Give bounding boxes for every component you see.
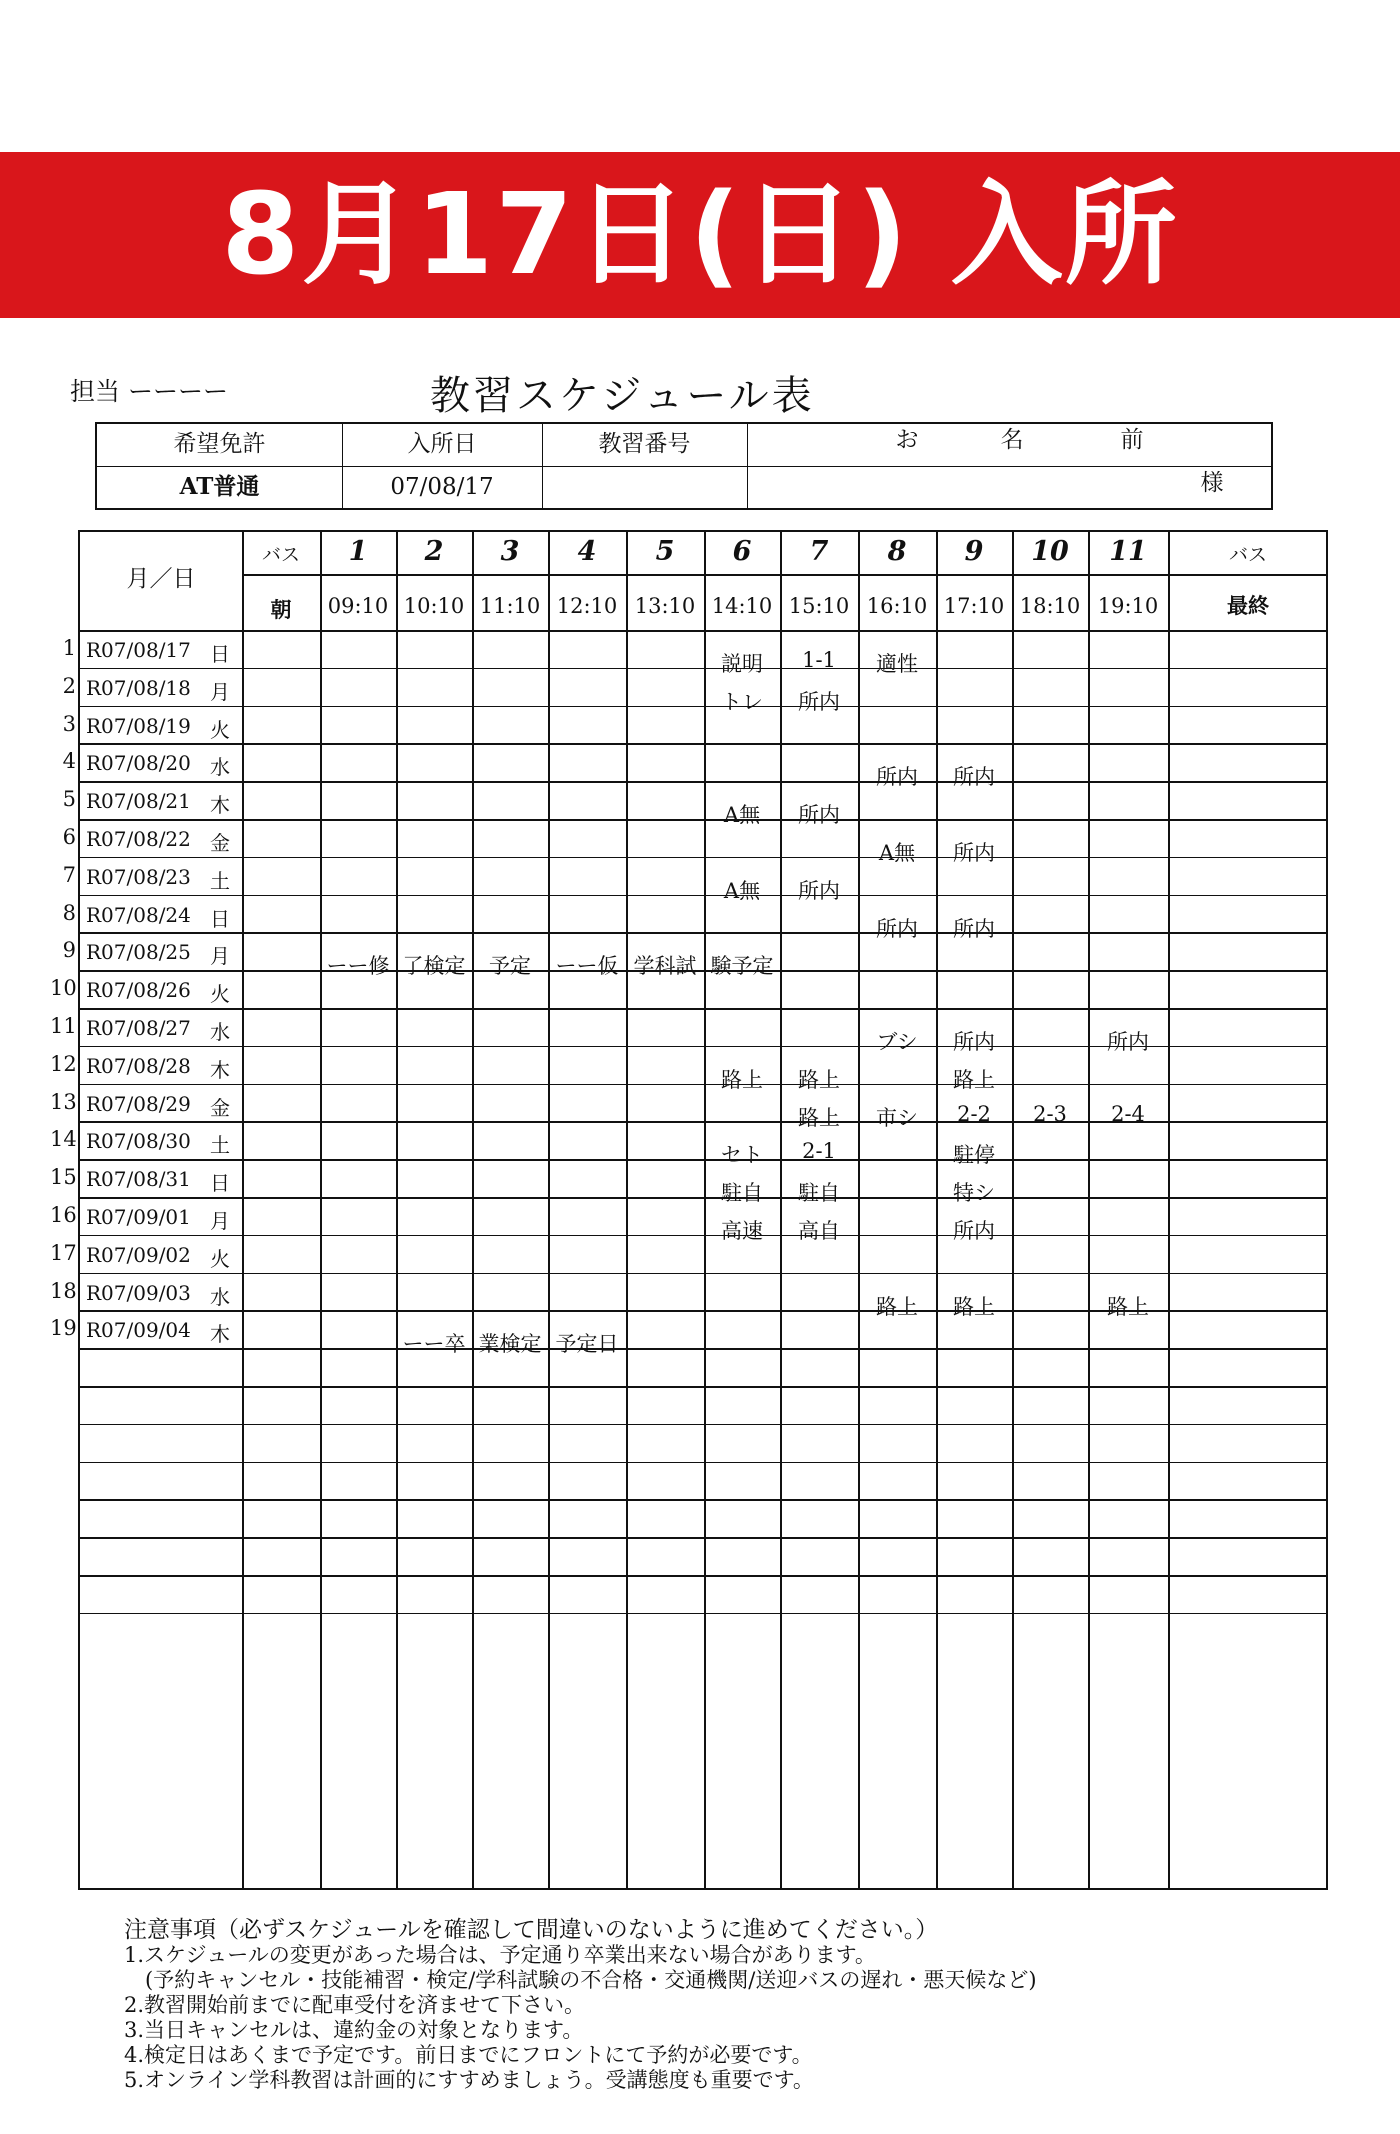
schedule-entry: 所内 <box>798 803 840 828</box>
row-weekday: 火 <box>210 1246 230 1271</box>
period-number: 6 <box>732 536 752 567</box>
row-weekday: 金 <box>210 1095 230 1120</box>
schedule-entry: 所内 <box>876 765 918 790</box>
bus-header-last: バス <box>1228 544 1267 566</box>
bus-header-morning: バス <box>261 544 300 566</box>
schedule-entry: 所内 <box>953 841 995 865</box>
tanto-label: 担当 ーーーー <box>70 377 228 406</box>
grid-vline <box>1168 532 1170 1888</box>
grid-hline <box>80 1008 1328 1010</box>
row-number: 9 <box>62 938 76 963</box>
period-time: 11:10 <box>479 594 541 618</box>
row-date: R07/08/17 <box>86 638 191 662</box>
row-date: R07/08/27 <box>86 1016 191 1040</box>
row-date: R07/08/25 <box>86 940 191 965</box>
last-label: 最終 <box>1227 593 1269 618</box>
notes-section <box>124 1918 1037 2093</box>
grid-vline <box>242 532 244 1888</box>
schedule-entry: セト <box>721 1143 763 1168</box>
row-date: R07/08/19 <box>86 713 191 738</box>
grid-vline <box>396 532 398 1888</box>
row-number: 1 <box>62 636 76 660</box>
period-time: 17:10 <box>943 594 1005 618</box>
schedule-entry: 験予定 <box>710 954 774 979</box>
row-weekday: 水 <box>210 755 230 780</box>
period-time: 09:10 <box>327 594 389 618</box>
row-number: 16 <box>50 1203 77 1227</box>
schedule-entry: 駐自 <box>798 1181 840 1206</box>
row-date: R07/08/30 <box>86 1129 191 1154</box>
row-date: R07/08/29 <box>86 1091 191 1116</box>
period-time: 14:10 <box>711 594 773 618</box>
grid-vline <box>858 532 860 1888</box>
schedule-entry: 所内 <box>798 689 840 714</box>
grid-header-divider <box>242 574 1328 576</box>
schedule-entry: 所内 <box>798 878 840 903</box>
grid-hline <box>80 1537 1328 1539</box>
date-column-header: 月／日 <box>126 566 196 592</box>
schedule-entry: 2-2 <box>957 1101 991 1126</box>
period-number: 9 <box>964 536 984 567</box>
row-date: R07/08/24 <box>86 902 191 927</box>
row-date: R07/08/22 <box>86 827 191 851</box>
period-number: 11 <box>1109 536 1147 567</box>
period-time: 16:10 <box>866 594 928 618</box>
row-date: R07/09/01 <box>86 1205 191 1229</box>
schedule-entry: 駐停 <box>953 1143 995 1168</box>
entry-date-value: 07/08/17 <box>390 474 494 500</box>
period-number: 8 <box>887 536 907 567</box>
grid-hline <box>80 1424 1328 1426</box>
schedule-entry: 路上 <box>798 1105 840 1130</box>
row-number: 14 <box>50 1127 77 1152</box>
row-date: R07/09/03 <box>86 1280 191 1305</box>
row-date: R07/08/23 <box>86 864 191 889</box>
schedule-entry: 高自 <box>798 1219 840 1243</box>
period-number: 7 <box>809 536 829 567</box>
row-number: 18 <box>50 1278 77 1303</box>
schedule-entry: 所内 <box>1107 1030 1149 1054</box>
period-number: 5 <box>655 536 675 567</box>
row-weekday: 日 <box>210 642 230 666</box>
note-line: 2.教習開始前までに配車受付を済ませて下さい。 <box>124 1993 586 2017</box>
name-label-mae: 前 <box>1120 427 1144 453</box>
honorific-sama: 様 <box>1200 470 1224 496</box>
note-line: 4.検定日はあくまで予定です。前日までにフロントにて予約が必要です。 <box>124 2043 813 2067</box>
schedule-entry: 路上 <box>721 1067 763 1092</box>
row-weekday: 日 <box>210 1171 230 1196</box>
row-date: R07/08/26 <box>86 978 191 1003</box>
grid-vline <box>548 532 550 1888</box>
row-number: 5 <box>62 787 76 812</box>
entry-date-label: 入所日 <box>407 431 477 457</box>
row-number: 2 <box>62 673 76 698</box>
note-line: 3.当日キャンセルは、違約金の対象となります。 <box>124 2018 584 2042</box>
grid-vline <box>704 532 706 1888</box>
schedule-entry: ーー修 <box>326 954 390 979</box>
schedule-entry: 所内 <box>953 765 995 790</box>
license-value: AT普通 <box>179 473 260 500</box>
schedule-entry: ブシ <box>876 1030 918 1054</box>
row-weekday: 木 <box>210 1057 230 1082</box>
schedule-entry: 市シ <box>876 1105 918 1130</box>
schedule-entry: 説明 <box>721 652 763 676</box>
row-number: 12 <box>50 1051 77 1076</box>
schedule-entry: 2-1 <box>802 1139 836 1164</box>
grid-hline <box>80 1575 1328 1577</box>
schedule-entry: ーー仮 <box>555 954 619 979</box>
row-number: 4 <box>62 749 76 774</box>
note-line: 5.オンライン学科教習は計画的にすすめましょう。受講態度も重要です。 <box>124 2068 814 2092</box>
schedule-entry: 路上 <box>1107 1294 1149 1319</box>
entry-date-banner <box>0 152 1400 318</box>
schedule-entry: 学科試 <box>633 954 697 979</box>
period-number: 3 <box>500 536 520 567</box>
row-date: R07/08/31 <box>86 1167 191 1192</box>
schedule-entry: 路上 <box>876 1294 918 1319</box>
grid-hline <box>80 1499 1328 1501</box>
row-number: 7 <box>62 862 76 887</box>
period-time: 10:10 <box>403 594 465 618</box>
schedule-entry: 2-3 <box>1033 1101 1067 1126</box>
grid-vline <box>320 532 322 1888</box>
grid-hline <box>80 1348 1328 1350</box>
page-title: 教習スケジュール表 <box>430 373 815 419</box>
grid-hline <box>80 932 1328 934</box>
row-weekday: 月 <box>210 1209 230 1233</box>
grid-hline <box>80 1613 1328 1615</box>
schedule-entry: 業検定 <box>478 1332 542 1357</box>
row-number: 10 <box>50 976 77 1001</box>
grid-hline <box>80 743 1328 745</box>
schedule-entry: 高速 <box>721 1219 763 1243</box>
row-number: 13 <box>50 1089 77 1114</box>
schedule-entry: 2-4 <box>1111 1101 1145 1126</box>
row-number: 11 <box>50 1014 77 1038</box>
row-weekday: 火 <box>210 717 230 742</box>
schedule-entry: 適性 <box>876 652 918 676</box>
row-date: R07/08/21 <box>86 789 191 814</box>
schedule-entry: 特シ <box>953 1181 995 1206</box>
schedule-entry: ーー卒 <box>402 1332 466 1357</box>
info-divider <box>747 424 748 508</box>
grid-vline <box>1012 532 1014 1888</box>
row-weekday: 木 <box>210 1322 230 1347</box>
grid-hline <box>80 781 1328 783</box>
row-weekday: 月 <box>210 679 230 704</box>
schedule-entry: 路上 <box>953 1294 995 1319</box>
grid-hline <box>80 1386 1328 1388</box>
grid-hline <box>80 1462 1328 1464</box>
grid-hline <box>80 857 1328 859</box>
schedule-entry: A無 <box>723 878 761 903</box>
info-table <box>95 422 1273 510</box>
row-date: R07/08/20 <box>86 751 191 776</box>
grid-vline <box>936 532 938 1888</box>
schedule-entry: A無 <box>723 803 761 828</box>
row-weekday: 土 <box>210 868 230 893</box>
period-time: 13:10 <box>634 594 696 618</box>
schedule-entry: 予定 <box>489 954 531 979</box>
schedule-entry: A無 <box>878 841 916 865</box>
period-number: 10 <box>1031 536 1069 567</box>
schedule-grid <box>78 530 1328 1890</box>
grid-vline <box>1088 532 1090 1888</box>
row-number: 15 <box>50 1165 77 1190</box>
training-number-label: 教習番号 <box>598 431 691 457</box>
row-weekday: 土 <box>210 1133 230 1158</box>
row-number: 6 <box>62 825 76 849</box>
row-number: 8 <box>62 900 76 925</box>
name-label-o: お <box>895 427 919 453</box>
period-time: 18:10 <box>1019 594 1081 618</box>
row-weekday: 木 <box>210 793 230 818</box>
row-number: 17 <box>50 1240 77 1265</box>
row-date: R07/08/28 <box>86 1053 191 1078</box>
schedule-entry: 1-1 <box>802 648 836 672</box>
row-number: 3 <box>62 711 76 736</box>
notes-heading: 注意事項（必ずスケジュールを確認して間違いのないように進めてください。） <box>124 1917 939 1943</box>
note-line: 1.スケジュールの変更があった場合は、予定通り卒業出来ない場合があります。 <box>124 1943 876 1967</box>
row-number: 19 <box>50 1316 77 1341</box>
schedule-entry: 路上 <box>798 1067 840 1092</box>
row-weekday: 月 <box>210 944 230 969</box>
schedule-entry: 予定日 <box>555 1332 619 1357</box>
period-number: 2 <box>424 536 444 567</box>
row-weekday: 水 <box>210 1020 230 1044</box>
schedule-entry: 所内 <box>953 1030 995 1054</box>
banner-text: 8月17日(日) 入所 <box>221 170 1179 300</box>
period-time: 19:10 <box>1097 594 1159 618</box>
schedule-entry: 所内 <box>953 1219 995 1243</box>
row-date: R07/09/04 <box>86 1318 191 1343</box>
license-label: 希望免許 <box>173 431 266 457</box>
schedule-entry: 所内 <box>876 916 918 941</box>
grid-vline <box>472 532 474 1888</box>
schedule-entry: トレ <box>721 689 763 714</box>
schedule-entry: 路上 <box>953 1067 995 1092</box>
schedule-entry: 駐自 <box>721 1181 763 1206</box>
row-date: R07/08/18 <box>86 675 191 700</box>
morning-label: 朝 <box>270 597 292 622</box>
schedule-entry: 所内 <box>953 916 995 941</box>
note-line: (予約キャンセル・技能補習・検定/学科試験の不合格・交通機関/送迎バスの遅れ・悪天候など) <box>124 1968 1037 1992</box>
row-date: R07/09/02 <box>86 1242 191 1267</box>
period-time: 12:10 <box>556 594 618 618</box>
row-weekday: 金 <box>210 831 230 855</box>
period-number: 1 <box>348 536 368 567</box>
row-weekday: 日 <box>210 906 230 931</box>
name-label-na: 名 <box>1000 427 1024 453</box>
period-number: 4 <box>577 536 597 567</box>
grid-hline <box>80 1273 1328 1275</box>
row-weekday: 火 <box>210 982 230 1007</box>
period-time: 15:10 <box>788 594 850 618</box>
grid-hline <box>80 630 1328 632</box>
row-weekday: 水 <box>210 1284 230 1309</box>
schedule-entry: 了検定 <box>402 954 466 979</box>
grid-vline <box>780 532 782 1888</box>
grid-vline <box>626 532 628 1888</box>
